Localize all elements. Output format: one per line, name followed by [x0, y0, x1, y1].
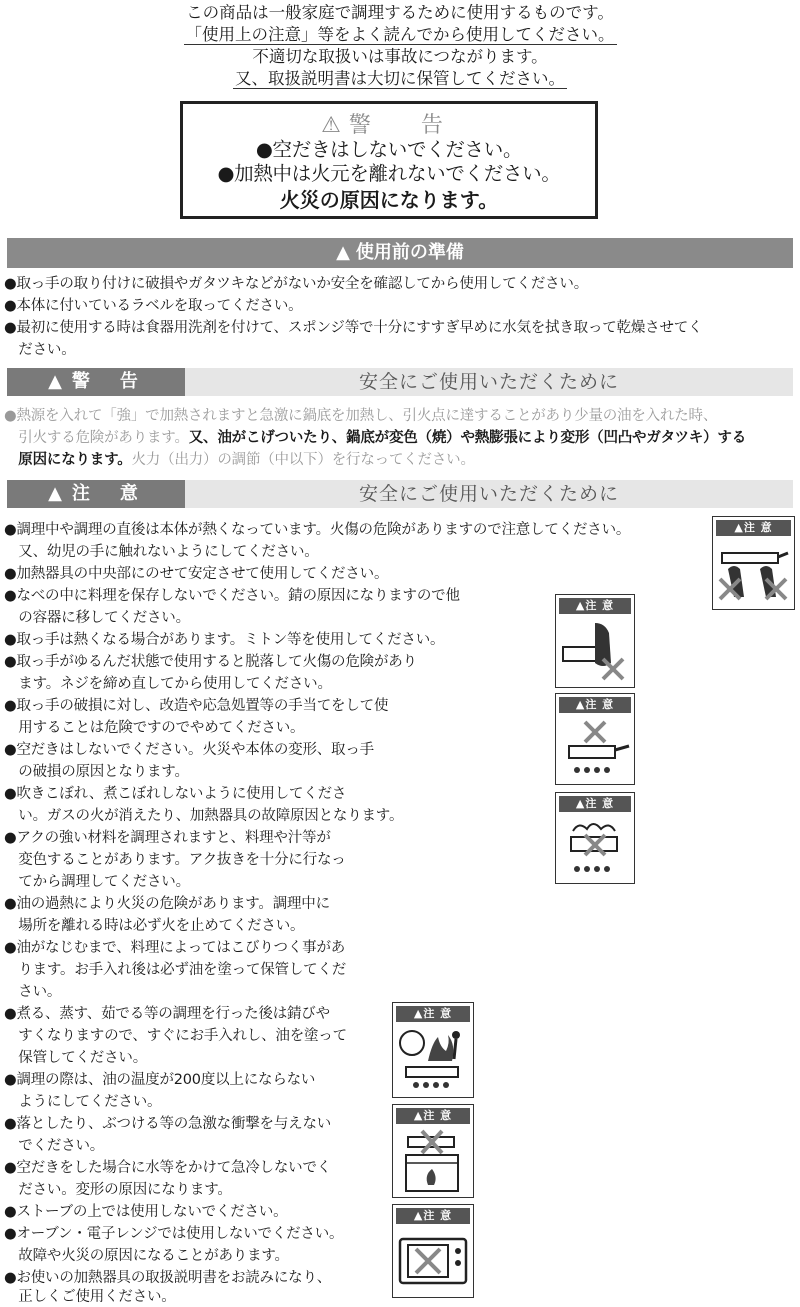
chui-line: 用することは危険ですのでやめてください。 [4, 720, 305, 736]
warning-triangle-icon: ▲ [734, 521, 744, 534]
intro-line-4: 又、取扱説明書は大切に保管してください。 [235, 69, 565, 88]
chui-line: ●吹きこぼれ、煮こぼれしないように使用してくださ [4, 786, 347, 802]
warning-triangle-icon: ▲ [413, 1209, 424, 1222]
keikoku-label: ▲ 警 告 [7, 368, 185, 396]
chui-line: でください。 [4, 1138, 105, 1154]
chui-line: 故障や火災の原因になることがあります。 [4, 1248, 289, 1264]
boil-over-icon [559, 815, 631, 881]
keikoku-line-3: 原因になります。火力（出力）の調節（中以下）を行なってください。 [4, 452, 475, 468]
oil-fire-icon [396, 1025, 470, 1095]
chui-line: ●空だきはしないでください。火災や本体の変形、取っ手 [4, 742, 374, 758]
chui-line: すくなりますので、すぐにお手入れし、油を塗って [4, 1028, 347, 1044]
chui-line: ●取っ手の破損に対し、改造や応急処置等の手当てをして使 [4, 698, 389, 714]
prep-item: ●取っ手の取り付けに破損やガタツキなどがないか安全を確認してから使用してください。 [4, 276, 589, 292]
warning-box-line-1: ●空だきはしないでください。 [255, 138, 523, 161]
chui-line: ●なべの中に料理を保存しないでください。錆の原因になりますので他 [4, 588, 460, 604]
chui-line: 正しくご使用ください。 [4, 1289, 176, 1305]
chui-header [7, 480, 793, 508]
pictogram-label: ▲注 意 [396, 1108, 470, 1124]
chui-line: ●アクの強い材料を調理されますと、料理や汁等が [4, 830, 331, 846]
chui-line: さい。 [4, 984, 62, 1000]
chui-line: 場所を離れる時は必ず火を止めてください。 [4, 918, 305, 934]
keikoku-subtitle: 安全にご使用いただくために [358, 371, 619, 393]
intro-line-2: 「使用上の注意」等をよく読んでから使用してください。 [185, 25, 615, 44]
warning-triangle-icon: ▲ [413, 1109, 424, 1122]
chui-line: ●取っ手は熱くなる場合があります。ミトン等を使用してください。 [4, 632, 445, 648]
warning-box-title: ⚠ 警 告 [321, 113, 457, 138]
pictogram-hot-pan [712, 516, 795, 610]
hot-pan-icon [716, 539, 790, 607]
chui-line: ●お使いの加熱器具の取扱説明書をお読みになり、 [4, 1270, 332, 1286]
pictogram-oil-fire [392, 1002, 474, 1098]
warning-triangle-icon: ▲ [48, 483, 62, 504]
intro-line-3: 不適切な取扱いは事故につながります。 [252, 47, 548, 66]
chui-line: ●ストーブの上では使用しないでください。 [4, 1204, 288, 1220]
chui-line: ●オーブン・電子レンジでは使用しないでください。 [4, 1226, 344, 1242]
warning-triangle-icon: ▲ [575, 599, 586, 612]
chui-line: ります。お手入れ後は必ず油を塗って保管してくだ [4, 962, 347, 978]
warning-triangle-icon: ▲ [575, 698, 586, 711]
warning-triangle-icon: ▲ [336, 242, 350, 263]
chui-line: てから調理してください。 [4, 874, 190, 890]
chui-line: ようにしてください。 [4, 1094, 162, 1110]
chui-line: ●調理中や調理の直後は本体が熱くなっています。火傷の危険がありますので注意してください。 [4, 522, 631, 538]
keikoku-line-1: ●熱源を入れて「強」で加熱されますと急激に鍋底を加熱し、引火点に達することがあり少量の油を入れた時、 [4, 408, 718, 424]
pictogram-label: ▲注 意 [396, 1006, 470, 1022]
chui-line: ●空だきをした場合に水等をかけて急冷しないでく [4, 1160, 332, 1176]
warning-triangle-icon: ▲ [575, 797, 586, 810]
keikoku-line-2: 引火する危険があります。又、油がこげついたり、鍋底が変色（焼）や熱膨張により変形（凹凸やガタツキ）する [4, 430, 747, 446]
pictogram-boil-over [555, 792, 635, 884]
intro-line-1: この商品は一般家庭で調理するために使用するものです。 [186, 3, 614, 22]
warning-triangle-icon: ⚠ [321, 113, 341, 138]
warning-box [180, 101, 598, 219]
prep-item: ださい。 [4, 342, 76, 358]
pictogram-label: ▲注 意 [559, 796, 631, 812]
chui-line: ●落としたり、ぶつける等の急激な衝撃を与えない [4, 1116, 332, 1132]
warning-triangle-icon: ▲ [413, 1007, 424, 1020]
microwave-icon [396, 1227, 470, 1295]
prep-header: ▲ 使用前の準備 [7, 238, 793, 268]
chui-line: ●煮る、蒸す、茹でる等の調理を行った後は錆びや [4, 1006, 330, 1022]
pictogram-handle [555, 594, 635, 688]
stove-heater-icon [396, 1127, 470, 1195]
chui-line: ださい。変形の原因になります。 [4, 1182, 232, 1198]
chui-line: ます。ネジを締め直してから使用してください。 [4, 676, 332, 692]
pictogram-empty-heating [555, 693, 635, 785]
prep-item: ●最初に使用する時は食器用洗剤を付けて、スポンジ等で十分にすすぎ早めに水気を拭き取って乾燥させてく [4, 320, 703, 336]
chui-line: ●取っ手がゆるんだ状態で使用すると脱落して火傷の危険があり [4, 654, 417, 670]
pictogram-label: ▲注 意 [716, 520, 791, 536]
chui-line: 保管してください。 [4, 1050, 147, 1066]
chui-line: い。ガスの火が消えたり、加熱器具の故障原因となります。 [4, 808, 404, 824]
chui-line: ●油の過熱により火災の危険があります。調理中に [4, 896, 330, 912]
chui-subtitle: 安全にご使用いただくために [358, 483, 619, 505]
keikoku-header [7, 368, 793, 396]
empty-pan-flame-icon [559, 716, 631, 782]
chui-line: 又、幼児の手に触れないようにしてください。 [4, 544, 319, 560]
chui-line: の破損の原因となります。 [4, 764, 189, 780]
pictogram-label: ▲注 意 [396, 1208, 470, 1224]
chui-line: 変色することがあります。アク抜きを十分に行なっ [4, 852, 346, 868]
chui-line: ●油がなじむまで、料理によってはこびりつく事があ [4, 940, 346, 956]
pictogram-microwave [392, 1204, 474, 1298]
pictogram-label: ▲注 意 [559, 598, 631, 614]
chui-line: ●加熱器具の中央部にのせて安定させて使用してください。 [4, 566, 389, 582]
prep-item: ●本体に付いているラベルを取ってください。 [4, 298, 303, 314]
warning-box-line-2: ●加熱中は火元を離れないでください。 [217, 162, 561, 185]
warning-box-line-3: 火災の原因になります。 [279, 188, 499, 212]
handle-grip-icon [559, 617, 631, 685]
chui-label: ▲ 注 意 [7, 480, 185, 508]
chui-line: の容器に移してください。 [4, 610, 190, 626]
pictogram-stove [392, 1104, 474, 1198]
warning-triangle-icon: ▲ [48, 371, 62, 392]
chui-line: ●調理の際は、油の温度が200度以上にならない [4, 1072, 316, 1088]
pictogram-label: ▲注 意 [559, 697, 631, 713]
